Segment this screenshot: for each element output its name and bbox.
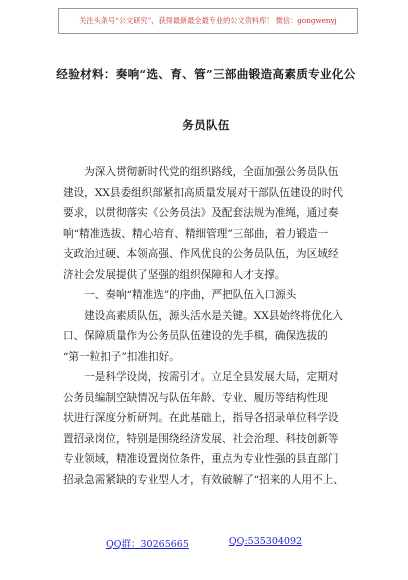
- body-line: 口、保障质量作为公务员队伍建设的先手棋，确保选拔的: [63, 330, 328, 342]
- header-banner: 关注头条号“公文研究”，获得最新最全最专业的公文资料库！ 微信：gongwenyj: [58, 8, 358, 34]
- document-title-line-1: 经验材料：奏响“选、育、管”三部曲锻造高素质专业化公: [56, 67, 356, 81]
- document-body: [63, 162, 353, 490]
- body-line: 一是科学设岗，按需引才。立足全县发展大局，定期对: [63, 371, 339, 383]
- body-line: 专业领域，精准设置岗位条件，重点为专业性强的县直部门: [63, 453, 339, 465]
- body-line: 建设，XX县委组织部紧扣高质量发展对干部队伍建设的时代: [63, 186, 343, 199]
- footer-qq-group[interactable]: QQ群：30265665: [105, 539, 189, 550]
- body-line: 响“精准选拔、精心培育、精细管理”三部曲，着力锻造一: [63, 227, 329, 240]
- body-line: “第一粒扣子”扣准扣好。: [63, 350, 180, 363]
- document-title-line-2: 务员队伍: [182, 118, 230, 132]
- body-line: 要求，以贯彻落实《公务员法》及配套法规为准绳，通过奏: [63, 207, 339, 219]
- footer-contacts: [0, 536, 408, 550]
- section-heading: 一、奏响“精准选”的序曲，严把队伍入口源头: [63, 289, 297, 301]
- body-line: 置招录岗位，特别是围绕经济发展、社会治理、科技创新等: [63, 432, 339, 445]
- body-line: 济社会发展提供了坚强的组织保障和人才支撑。: [63, 268, 286, 281]
- footer-qq-number[interactable]: QQ:535304092: [228, 536, 303, 547]
- body-line: 招录急需紧缺的专业型人才，有效破解了“招来的人用不上、: [63, 473, 344, 486]
- body-line: 为深入贯彻新时代党的组织路线，全面加强公务员队伍: [63, 166, 339, 178]
- body-line: 支政治过硬、本领高强、作风优良的公务员队伍，为区域经: [63, 248, 339, 260]
- body-line: 公务员编制空缺情况与队伍年龄、专业、履历等结构性现: [63, 391, 328, 404]
- body-line: 状进行深度分析研判。在此基础上，指导各招录单位科学设: [63, 412, 339, 424]
- body-line: 建设高素质队伍，源头活水是关键。XX县始终将优化入: [63, 309, 343, 322]
